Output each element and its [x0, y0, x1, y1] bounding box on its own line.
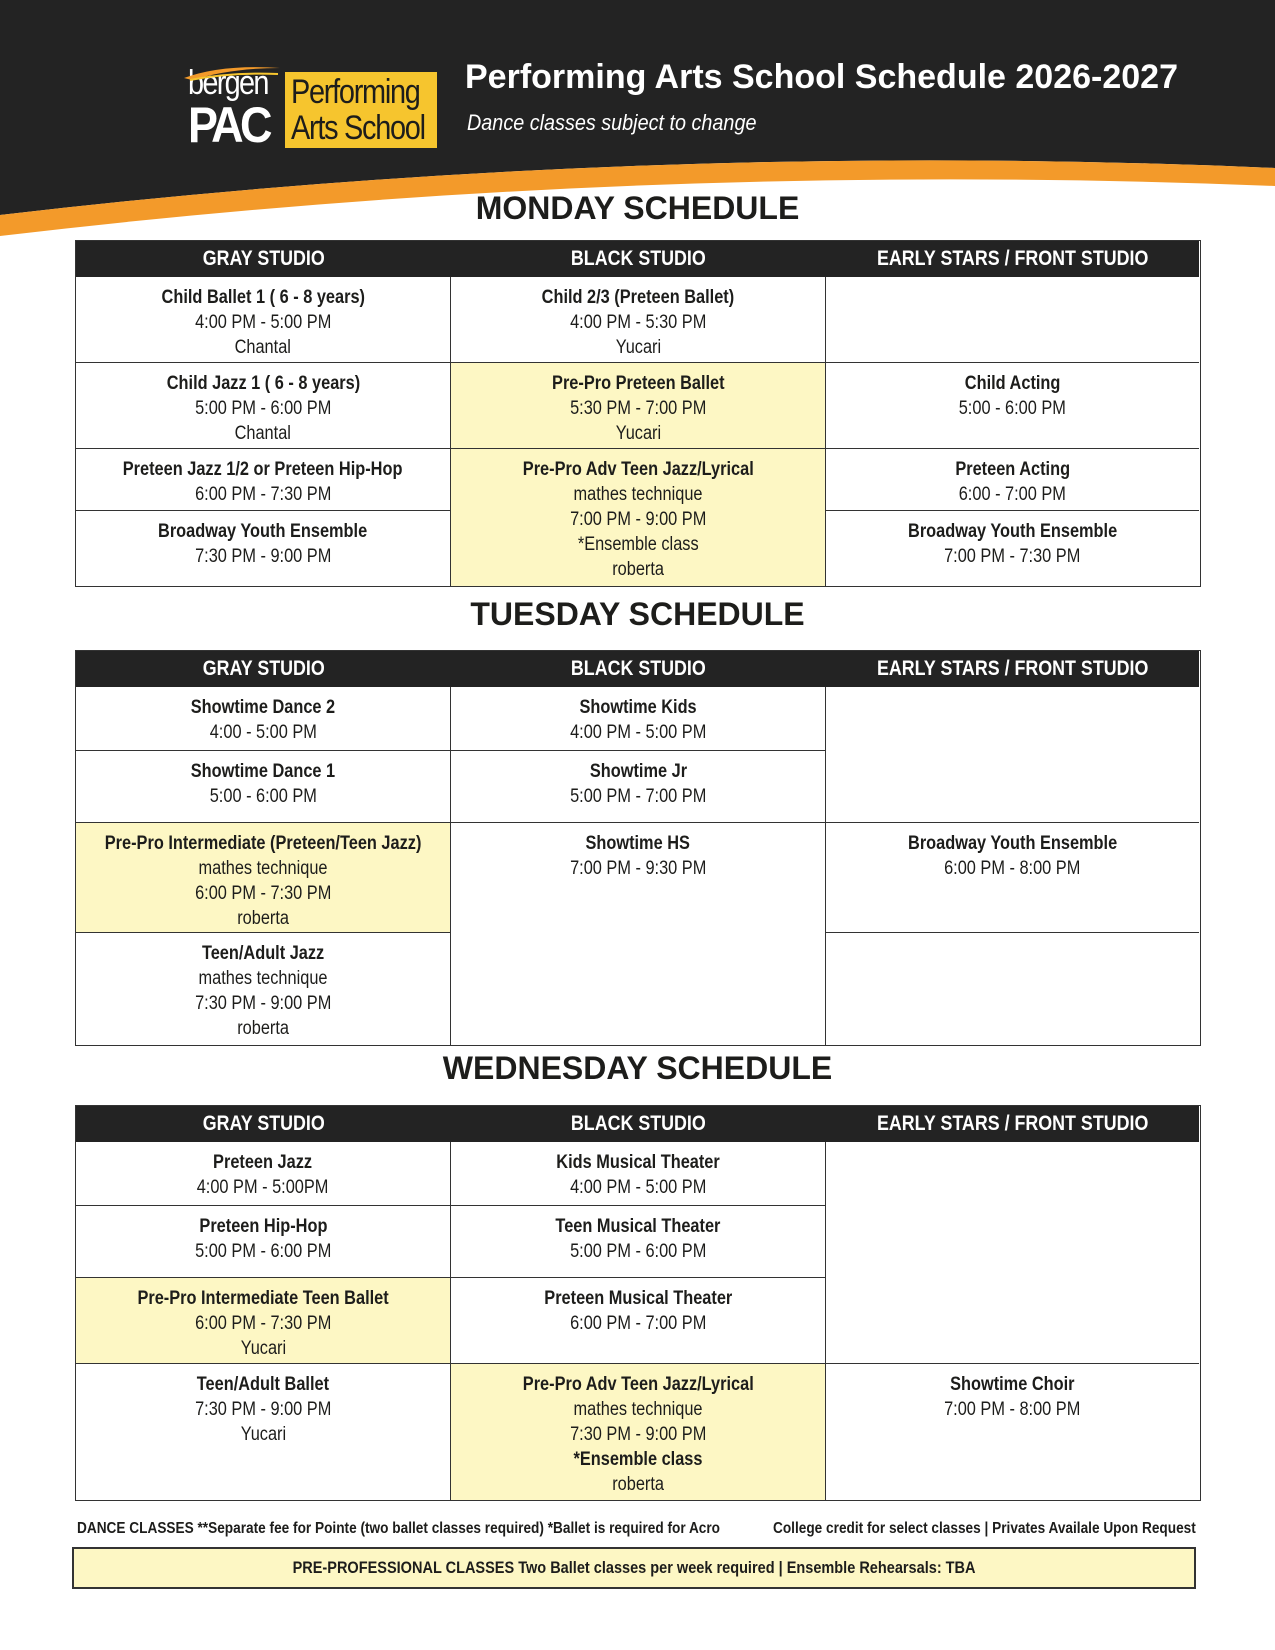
logo-swoosh-icon — [182, 62, 282, 82]
logo-box-line2: Arts School — [291, 109, 425, 147]
class-cell: Showtime HS 7:00 PM - 9:30 PM — [451, 823, 826, 1045]
wednesday-schedule-table — [75, 1105, 1201, 1501]
bergenpac-logo — [182, 62, 437, 152]
studio-header-black: BLACK STUDIO — [451, 651, 826, 687]
logo-box-line1: Performing — [291, 73, 420, 111]
footer-dance-note: DANCE CLASSES **Separate fee for Pointe (two ballet classes required) *Ballet is required for Acro — [77, 1520, 721, 1537]
class-cell: Child Acting 5:00 - 6:00 PM — [826, 363, 1199, 449]
studio-header-gray: GRAY STUDIO — [76, 1106, 451, 1142]
class-cell: Showtime Kids 4:00 PM - 5:00 PM — [451, 687, 826, 751]
empty-cell — [826, 687, 1199, 823]
footer-preprofessional-text: PRE-PROFESSIONAL CLASSES Two Ballet classes per week required | Ensemble Rehearsals: TBA — [292, 1558, 976, 1577]
class-cell: Teen/Adult Ballet 7:30 PM - 9:00 PM Yucari — [76, 1364, 451, 1500]
class-cell-preprofessional: Pre-Pro Intermediate Teen Ballet 6:00 PM - 7:30 PM Yucari — [76, 1278, 451, 1364]
wednesday-title: WEDNESDAY SCHEDULE — [442, 1050, 833, 1086]
studio-header-front: EARLY STARS / FRONT STUDIO — [826, 651, 1199, 687]
class-cell: Showtime Jr 5:00 PM - 7:00 PM — [451, 751, 826, 823]
studio-header-black: BLACK STUDIO — [451, 1106, 826, 1142]
studio-header-gray: GRAY STUDIO — [76, 651, 451, 687]
logo-wordmark — [182, 62, 274, 152]
empty-cell — [826, 277, 1199, 363]
class-cell: Broadway Youth Ensemble 7:30 PM - 9:00 PM — [76, 511, 451, 586]
class-cell-preprofessional: Pre-Pro Preteen Ballet 5:30 PM - 7:00 PM Yucari — [451, 363, 826, 449]
class-cell: Child Jazz 1 ( 6 - 8 years) 5:00 PM - 6:00 PM Chantal — [76, 363, 451, 449]
class-cell: Teen/Adult Jazz mathes technique 7:30 PM - 9:00 PM roberta — [76, 933, 451, 1045]
class-cell-preprofessional: Pre-Pro Adv Teen Jazz/Lyrical mathes technique 7:30 PM - 9:00 PM *Ensemble class roberta — [451, 1364, 826, 1500]
page-subtitle: Dance classes subject to change — [467, 110, 757, 135]
class-cell: Preteen Musical Theater 6:00 PM - 7:00 PM — [451, 1278, 826, 1364]
page-title: Performing Arts School Schedule 2026-2027 — [465, 58, 1178, 96]
studio-header-gray: GRAY STUDIO — [76, 241, 451, 277]
class-cell: Broadway Youth Ensemble 6:00 PM - 8:00 PM — [826, 823, 1199, 933]
studio-header-black: BLACK STUDIO — [451, 241, 826, 277]
logo-school-box — [285, 72, 437, 148]
class-cell: Preteen Hip-Hop 5:00 PM - 6:00 PM — [76, 1206, 451, 1278]
class-cell: Showtime Dance 2 4:00 - 5:00 PM — [76, 687, 451, 751]
class-cell: Child Ballet 1 ( 6 - 8 years) 4:00 PM - 5:00 PM Chantal — [76, 277, 451, 363]
footer-preprofessional-box — [72, 1547, 1196, 1589]
logo-pac-text: PAC — [188, 97, 269, 153]
class-cell: Child 2/3 (Preteen Ballet) 4:00 PM - 5:30 PM Yucari — [451, 277, 826, 363]
class-cell: Preteen Jazz 1/2 or Preteen Hip-Hop 6:00 PM - 7:30 PM — [76, 449, 451, 511]
class-cell: Preteen Acting 6:00 - 7:00 PM — [826, 449, 1199, 511]
tuesday-schedule-table — [75, 650, 1201, 1046]
studio-header-front: EARLY STARS / FRONT STUDIO — [826, 241, 1199, 277]
class-cell: Showtime Choir 7:00 PM - 8:00 PM — [944, 1374, 1081, 1420]
class-cell: Showtime Dance 1 5:00 - 6:00 PM — [76, 751, 451, 823]
monday-title: MONDAY SCHEDULE — [475, 190, 800, 226]
class-cell: Teen Musical Theater 5:00 PM - 6:00 PM — [451, 1206, 826, 1278]
class-cell: Preteen Jazz 4:00 PM - 5:00PM — [76, 1142, 451, 1206]
class-cell-preprofessional: Pre-Pro Adv Teen Jazz/Lyrical mathes technique 7:00 PM - 9:00 PM *Ensemble class roberta — [451, 449, 826, 586]
class-cell: Broadway Youth Ensemble 7:00 PM - 7:30 PM — [907, 521, 1118, 567]
studio-header-front: EARLY STARS / FRONT STUDIO — [826, 1106, 1199, 1142]
empty-cell — [826, 1142, 1199, 1364]
class-cell: Kids Musical Theater 4:00 PM - 5:00 PM — [451, 1142, 826, 1206]
tuesday-title: TUESDAY SCHEDULE — [470, 596, 805, 632]
class-cell-preprofessional: Pre-Pro Intermediate (Preteen/Teen Jazz) mathes technique 6:00 PM - 7:30 PM roberta — [76, 823, 451, 933]
logo-bergen-text: bergen — [188, 64, 268, 102]
monday-schedule-table — [75, 240, 1201, 587]
footer-college-note: College credit for select classes | Privates Availale Upon Request — [773, 1520, 1196, 1537]
empty-cell — [826, 933, 1199, 1045]
